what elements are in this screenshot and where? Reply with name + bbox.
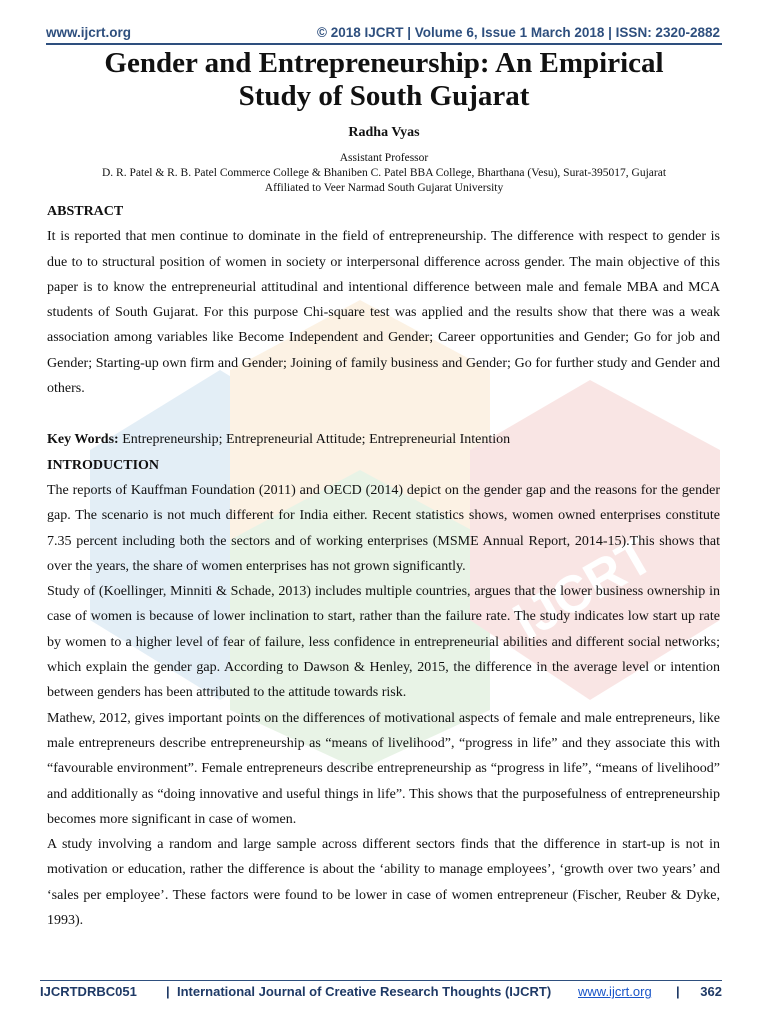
paper-title-line-2: Study of South Gujarat [238, 80, 530, 112]
paper-body [47, 199, 720, 933]
intro-paragraph-1: The reports of Kauffman Foundation (2011) and OECD (2014) depict on the gender gap and the reasons for the gender gap. The scenario is not much different for India either. Recent statistics shows, women owned enterprises constitute 7.35 percent including both the sectors and of working enterprises (MSME Annual Report, 2014-15).This shows that over the years, the share of women enterprises has not grown significantly. [47, 482, 720, 574]
affiliation-university: Affiliated to Veer Narmad South Gujarat University [264, 182, 504, 194]
keywords [47, 427, 720, 452]
paper-title-line-1: Gender and Entrepreneurship: An Empirical [104, 47, 664, 79]
author-position: Assistant Professor [339, 152, 429, 164]
footer-rule [40, 980, 722, 981]
keywords-label: Key Words: [47, 432, 119, 448]
footer-separator: | [166, 984, 170, 999]
footer-paper-code: IJCRTDRBC051 [40, 984, 137, 999]
header-issue-info: © 2018 IJCRT | Volume 6, Issue 1 March 2018 | ISSN: 2320-2882 [317, 25, 720, 40]
affiliation-college: D. R. Patel & R. B. Patel Commerce College & Bhaniben C. Patel BBA College, Bharthana (Vesu), Surat-395017, Gujarat [101, 167, 667, 179]
header-site: www.ijcrt.org [46, 25, 132, 40]
page-header [46, 25, 720, 43]
footer-journal-name: International Journal of Creative Research Thoughts (IJCRT) [177, 984, 552, 999]
author-affiliation [46, 151, 722, 196]
paper-title [46, 47, 722, 113]
introduction-heading: INTRODUCTION [47, 457, 160, 473]
intro-paragraph-4: A study involving a random and large sample across different sectors finds that the difference in start-up is not in motivation or education, rather the difference is about the ‘ability to manage employees’, ‘growth over two years’ and ‘sales per employee’. These factors were found to be lower in case of women entrepreneur (Fischer, Reuber & Dyke, 1993). [47, 837, 720, 929]
section-gap [47, 401, 720, 427]
page-number: 362 [700, 984, 722, 999]
watermark-text: IJCRT [504, 526, 664, 652]
footer-separator-2: | [676, 984, 680, 999]
keywords-text: Entrepreneurship; Entrepreneurial Attitude; Entrepreneurial Intention [118, 432, 511, 448]
abstract-text: It is reported that men continue to dominate in the field of entrepreneurship. The difference with respect to gender is due to to structural position of women in society or interpersonal difference across gender. The main objective of this paper is to know the entrepreneurial attitudinal and intentional difference between male and female MBA and MCA students of South Gujarat. For this purpose Chi-square test was applied and the results show that there was a weak association among variables like Become Independent and Gender; Career opportunities and Gender; Go for job and Gender; Starting-up own firm and Gender; Joining of family business and Gender; Go for further study and Gender and others. [47, 229, 720, 397]
footer-site-link[interactable]: www.ijcrt.org [578, 984, 652, 999]
page-footer [40, 984, 722, 1002]
intro-paragraph-3: Mathew, 2012, gives important points on the differences of motivational aspects of female and male entrepreneurs, like male entrepreneurs describe entrepreneurship as “means of livelihood”, “progress in life” and they associate this with “favourable environment”. Female entrepreneurs describe entrepreneurship as “progress in life”, “means of livelihood” and additionally as “doing innovative and useful things in life”. This shows that the purposefulness of entrepreneurship becomes more significant in case of women. [47, 710, 720, 827]
header-rule [46, 43, 722, 45]
abstract-heading: ABSTRACT [47, 204, 124, 219]
author-name: Radha Vyas [348, 125, 420, 140]
intro-paragraph-2: Study of (Koellinger, Minniti & Schade, 2013) includes multiple countries, argues that the lower business ownership in case of women is because of lower inclination to start, rather than the failure rate. The study indicates low start up rate by women to a higher level of fear of failure, less confidence in entrepreneurial abilities and different social networks; which explain the gender gap. According to Dawson & Henley, 2015, the difference in the average level or intention between genders has been attributed to the attitude towards risk. [47, 584, 720, 701]
